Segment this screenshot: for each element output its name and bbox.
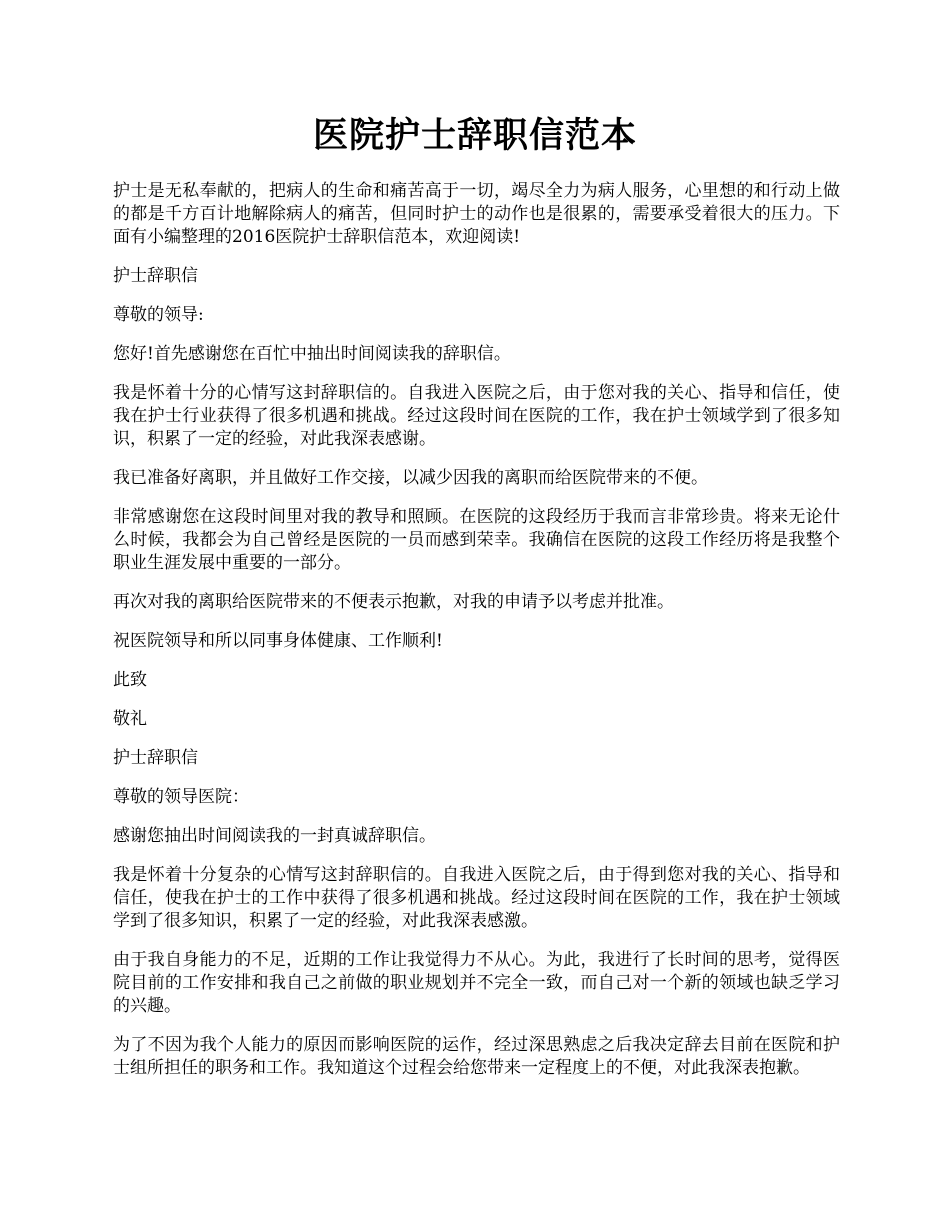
paragraph: 祝医院领导和所以同事身体健康、工作顺利! <box>113 631 443 651</box>
closing-line: 此致 <box>113 670 147 690</box>
paragraph: 我是怀着十分复杂的心情写这封辞职信的。自我进入医院之后，由于得到您对我的关心、指导和信任，使我在护士的工作中获得了很多机遇和挑战。经过这段时间在医院的工作，我在护士领域学到了很多知识，积累了一定的经验，对此我深表感激。 <box>113 865 840 931</box>
paragraph: 感谢您抽出时间阅读我的一封真诚辞职信。 <box>113 826 436 846</box>
document-body <box>113 180 840 1096</box>
paragraph: 非常感谢您在这段时间里对我的教导和照顾。在医院的这段经历于我而言非常珍贵。将来无论什么时候，我都会为自己曾经是医院的一员而感到荣幸。我确信在医院的这段工作经历将是我整个职业生涯发展中重要的一部分。 <box>113 507 840 573</box>
salutation: 尊敬的领导: <box>113 305 204 325</box>
section-heading: 护士辞职信 <box>113 266 198 286</box>
paragraph: 我是怀着十分的心情写这封辞职信的。自我进入医院之后，由于您对我的关心、指导和信任，使我在护士行业获得了很多机遇和挑战。经过这段时间在医院的工作，我在护士领域学到了很多知识，积累了一定的经验，对此我深表感谢。 <box>113 383 840 449</box>
paragraph: 我已准备好离职，并且做好工作交接，以减少因我的离职而给医院带来的不便。 <box>113 468 708 488</box>
salutation: 尊敬的领导医院： <box>113 787 249 807</box>
paragraph: 为了不因为我个人能力的原因而影响医院的运作，经过深思熟虑之后我决定辞去目前在医院和护士组所担任的职务和工作。我知道这个过程会给您带来一定程度上的不便，对此我深表抱歉。 <box>113 1035 840 1078</box>
paragraph: 再次对我的离职给医院带来的不便表示抱歉，对我的申请予以考虑并批准。 <box>113 592 674 612</box>
page-title: 医院护士辞职信范本 <box>312 115 637 156</box>
paragraph: 您好!首先感谢您在百忙中抽出时间阅读我的辞职信。 <box>113 344 511 364</box>
paragraph: 由于我自身能力的不足，近期的工作让我觉得力不从心。为此，我进行了长时间的思考，觉得医院目前的工作安排和我自己之前做的职业规划并不完全一致，而自己对一个新的领域也缺乏学习的兴趣。 <box>113 950 840 1016</box>
section-heading: 护士辞职信 <box>113 748 198 768</box>
closing-line: 敬礼 <box>113 709 147 729</box>
paragraph: 护士是无私奉献的，把病人的生命和痛苦高于一切，竭尽全力为病人服务，心里想的和行动上做的都是千方百计地解除病人的痛苦，但同时护士的动作也是很累的，需要承受着很大的压力。下面有小编整理的2016医院护士辞职信范本，欢迎阅读! <box>113 181 840 247</box>
